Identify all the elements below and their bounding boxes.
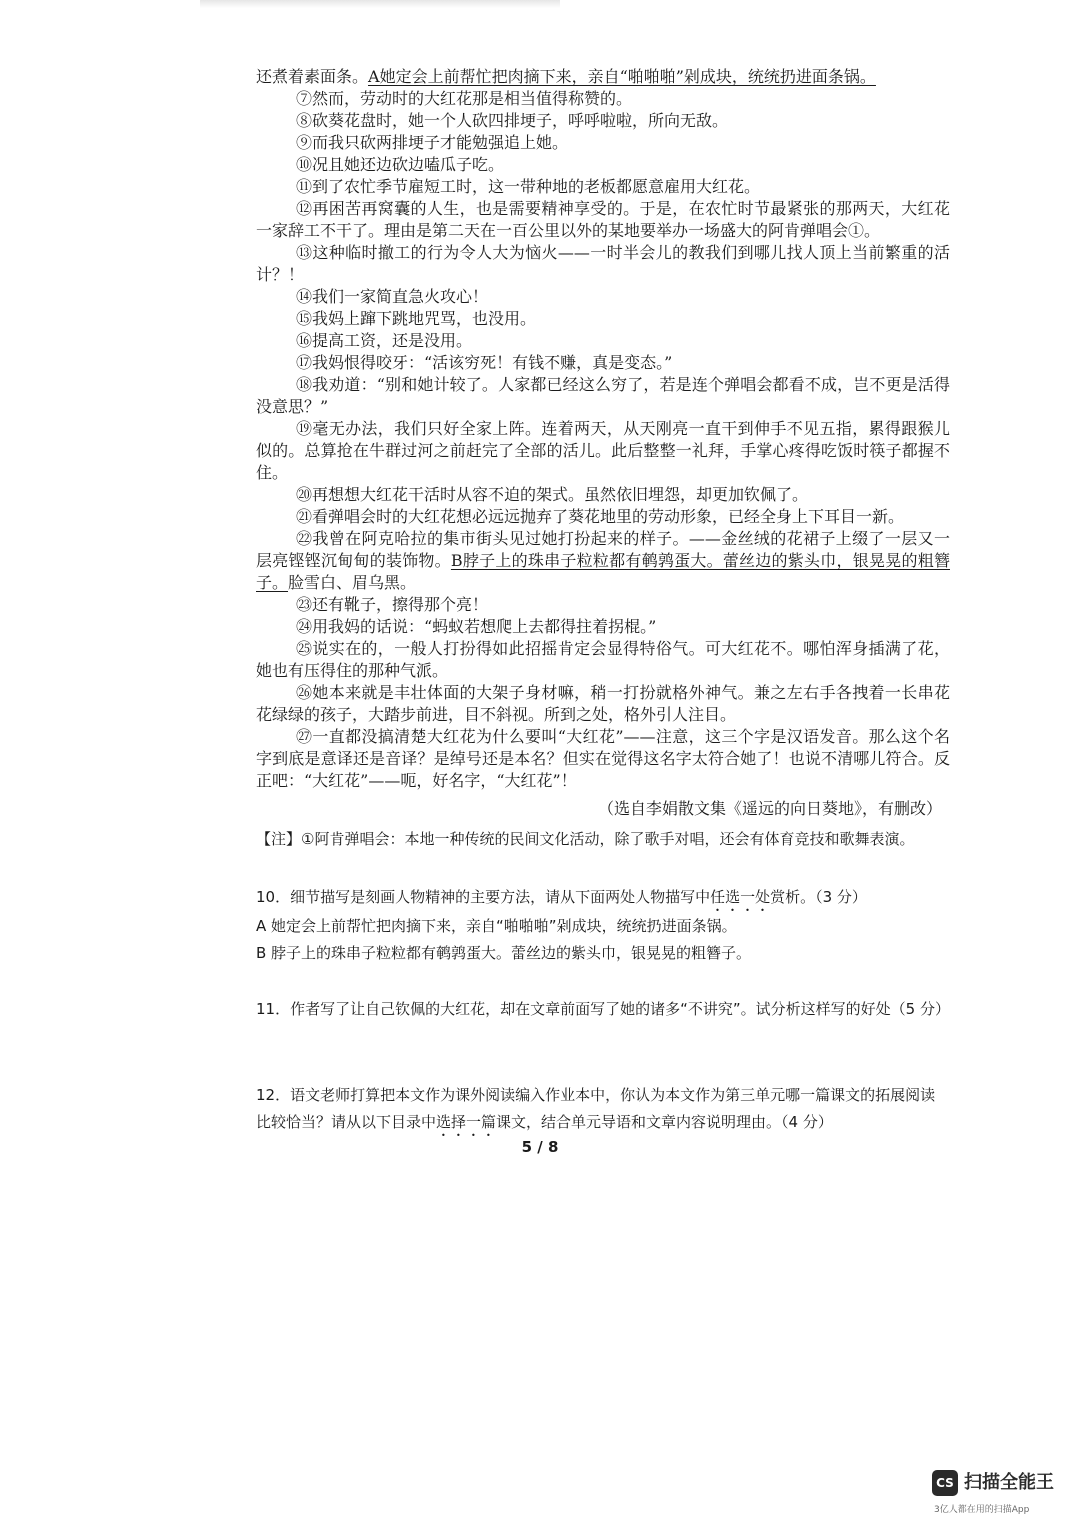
watermark-tagline: 3亿人都在用的扫描App bbox=[934, 1505, 1030, 1515]
paragraph-17: ⑰我妈恨得咬牙：“活该穷死！有钱不赚，真是变态。” bbox=[296, 353, 673, 372]
paragraph-18: ⑱我劝道：“别和她计较了。人家都已经这么穷了，若是连个弹唱会都看不成，岂不更是活得没意思？” bbox=[256, 375, 950, 416]
paragraph-24: ㉔用我妈的话说：“蚂蚁若想爬上去都得拄着拐棍。” bbox=[296, 617, 657, 636]
footnote: 【注】①阿肯弹唱会：本地一种传统的民间文化活动，除了歌手对唱，还会有体育竞技和歌舞表演。 bbox=[256, 830, 915, 848]
page-number: 5 / 8 bbox=[521, 1138, 559, 1156]
paragraph-6-tail bbox=[256, 66, 950, 88]
paragraph-13: ⑬这种临时撤工的行为令人大为恼火——一时半会儿的教我们到哪儿找人顶上当前繁重的活计？！ bbox=[256, 243, 950, 284]
watermark-name: 扫描全能王 bbox=[964, 1472, 1054, 1493]
paragraph-23: ㉓还有靴子，擦得那个亮！ bbox=[296, 595, 489, 614]
question-12-end: 课文，结合单元导语和文章内容说明理由。（4 分） bbox=[496, 1113, 833, 1131]
question-10-text: 10．细节描写是刻画人物精神的主要方法，请从下面两处人物描写中 bbox=[256, 888, 711, 906]
question-10-option-b: B 脖子上的珠串子粒粒都有鹌鹑蛋大。蕾丝边的紫头巾，银晃晃的粗簪子。 bbox=[256, 944, 752, 962]
question-10 bbox=[256, 884, 950, 915]
question-10-option-a: A 她定会上前帮忙把肉摘下来，亲自“啪啪啪”剁成块，统统扔进面条锅。 bbox=[256, 917, 737, 935]
underlined-sentence-b: B脖子上的珠串子粒粒都有鹌鹑蛋大。蕾丝边的紫头巾，银晃晃的粗簪子。 bbox=[256, 551, 950, 592]
question-11: 11．作者写了让自己钦佩的大红花，却在文章前面写了她的诸多“不讲究”。试分析这样写的好处（5 分） bbox=[256, 1000, 950, 1018]
paragraph-10: ⑩况且她还边砍边嗑瓜子吃。 bbox=[296, 155, 505, 174]
scanner-watermark bbox=[932, 1468, 1072, 1522]
paragraph-26: ㉖她本来就是丰壮体面的大架子身材嘛，稍一打扮就格外神气。兼之左右手各拽着一长串花花绿绿的孩子，大踏步前进，目不斜视。所到之处，格外引人注目。 bbox=[256, 683, 950, 724]
paragraph-9: ⑨而我只砍两排埂子才能勉强追上她。 bbox=[296, 133, 569, 152]
underlined-sentence-a: A她定会上前帮忙把肉摘下来，亲自“啪啪啪”剁成块，统统扔进面条锅。 bbox=[368, 67, 876, 86]
paragraph-16: ⑯提高工资，还是没用。 bbox=[296, 331, 473, 350]
paragraph-8: ⑧砍葵花盘时，她一个人砍四排埂子，呼呼啦啦，所向无敌。 bbox=[296, 111, 729, 130]
question-10-score: 赏析。（3 分） bbox=[770, 888, 867, 906]
paragraph-11: ⑪到了农忙季节雇短工时，这一带种地的老板都愿意雇用大红花。 bbox=[296, 177, 761, 196]
paragraph-22 bbox=[256, 528, 950, 594]
source-citation: （选自李娟散文集《遥远的向日葵地》，有删改） bbox=[597, 799, 942, 818]
scan-shadow bbox=[200, 0, 560, 8]
paragraph-14: ⑭我们一家简直急火攻心！ bbox=[296, 287, 489, 306]
question-10-emphasis: 任选一处 bbox=[710, 888, 771, 906]
question-12-emphasis: 选择一篇 bbox=[436, 1113, 497, 1131]
paragraph-6-text: 还煮着素面条。 bbox=[256, 67, 369, 86]
question-12-text: 12．语文老师打算把本文作为课外阅读编入作业本中，你认为本文作为第三单元哪一篇课文的拓展阅读比较恰当？请从以下目录中 bbox=[256, 1086, 936, 1131]
cs-logo-icon: CS bbox=[932, 1470, 958, 1496]
paragraph-22-text: ㉒我曾在阿克哈拉的集市街头见过她打扮起来的样子。——金丝绒的花裙子上缀了一层又一层亮铿铿沉甸甸的装饰物。 bbox=[256, 529, 950, 570]
question-12 bbox=[256, 1082, 950, 1140]
paragraph-19: ⑲毫无办法，我们只好全家上阵。连着两天，从天刚亮一直干到伸手不见五指，累得跟猴儿似的。总算抢在牛群过河之前赶完了全部的活儿。此后整整一礼拜，手掌心疼得吃饭时筷子都握不住。 bbox=[256, 419, 950, 482]
paragraph-12: ⑫再困苦再窝囊的人生，也是需要精神享受的。于是，在农忙时节最紧张的那两天，大红花一家辞工不干了。理由是第二天在一百公里以外的某地要举办一场盛大的阿肯弹唱会①。 bbox=[256, 199, 950, 240]
paragraph-21: ㉑看弹唱会时的大红花想必远远抛弃了葵花地里的劳动形象，已经全身上下耳目一新。 bbox=[296, 507, 905, 526]
paragraph-7: ⑦然而，劳动时的大红花那是相当值得称赞的。 bbox=[296, 89, 633, 108]
paragraph-22-end: 脸雪白、眉乌黑。 bbox=[288, 573, 417, 592]
paragraph-25: ㉕说实在的，一般人打扮得如此招摇肯定会显得特俗气。可大红花不。哪怕浑身插满了花，她也有压得住的那种气派。 bbox=[256, 639, 950, 680]
paragraph-15: ⑮我妈上蹿下跳地咒骂，也没用。 bbox=[296, 309, 537, 328]
paragraph-27: ㉗一直都没搞清楚大红花为什么要叫“大红花”——注意，这三个字是汉语发音。那么这个名字到底是意译还是音译？是绰号还是本名？但实在觉得这名字太符合她了！也说不清哪儿符合。反正吧：“大红花”——呃，好名字，“大红花”！ bbox=[256, 727, 950, 790]
paragraph-20: ⑳再想想大红花干活时从容不迫的架式。虽然依旧埋怨，却更加钦佩了。 bbox=[296, 485, 809, 504]
